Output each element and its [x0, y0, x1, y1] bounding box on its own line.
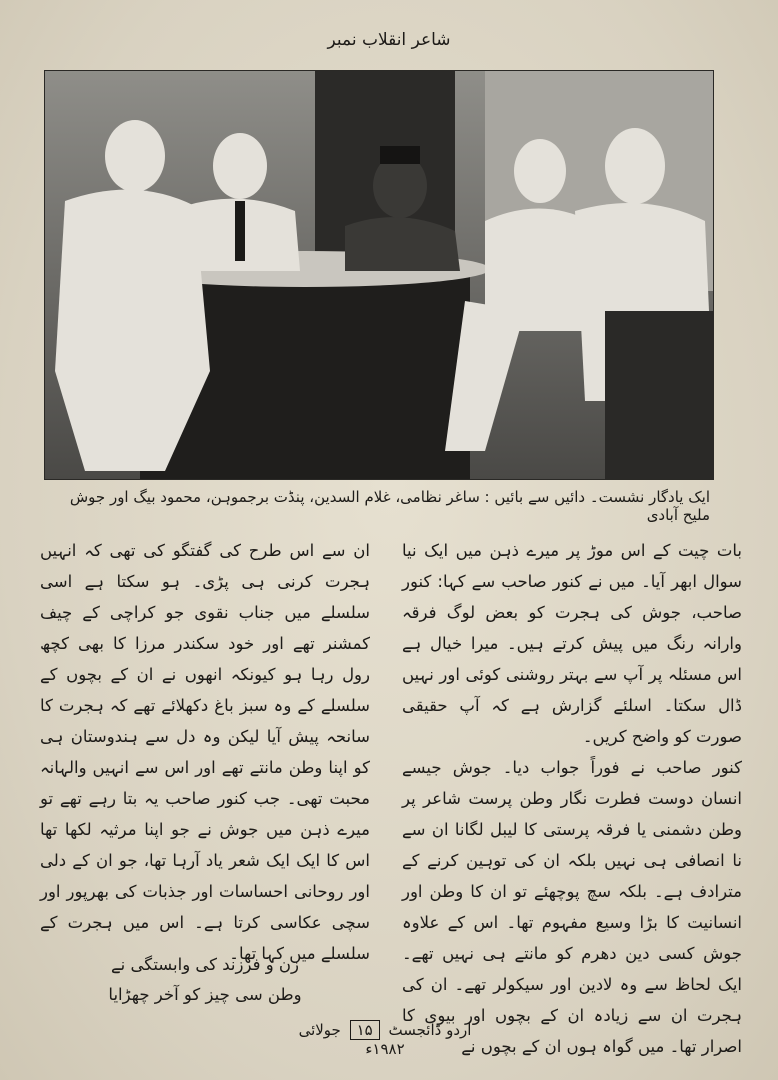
page-footer [290, 1020, 480, 1058]
paragraph: ان سے اس طرح کی گفتگو کی تھی کہ انہیں ہجرت کرنی ہی پڑی۔ ہو سکتا ہے اسی سلسلے میں جناب نقوی جو کراچی کے چیف کمشنر تھے اور خود سکندر مرزا کا بھی کچھ رول رہا ہو کیونکہ انھوں نے ان کے بچوں کے سلسلے کے وہ سبز باغ دکھلائے تھے کہ ہجرت کا سانحہ پیش آیا لیکن وہ دل سے ہندوستان ہی کو اپنا وطن مانتے تھے اور اس سے انہیں والہانہ محبت تھی۔ جب کنور صاحب یہ بتا رہے تھے تو میرے ذہن میں جوش نے جو اپنا مرثیہ لکھا تھا اس کا ایک ایک شعر یاد آرہا تھا، جو ان کے دلی اور روحانی احساسات اور جذبات کی بھرپور اور سچی عکاسی کرتا ہے۔ اس میں ہجرت کے سلسلے میں کہا تھا۔ [40, 541, 370, 963]
photo-caption: ایک یادگار نشست۔ دائیں سے بائیں : ساغر نظامی، غلام السدین، پنڈت برجموہن، محمود بیگ اور جوش ملیح آبادی [69, 488, 710, 524]
footer-page-number: ۱۵ [350, 1020, 380, 1040]
running-head: شاعر انقلاب نمبر [327, 30, 451, 50]
paragraph: بات چیت کے اس موڑ پر میرے ذہن میں ایک نیا سوال ابھر آیا۔ میں نے کنور صاحب سے کہا: کنور صاحب، جوش کی ہجرت کو بعض لوگ فرقہ وارانہ رنگ میں پیش کرتے ہیں۔ میرا خیال ہے اس مسئلہ پر آپ سے بہتر روشنی کوئی اور نہیں ڈال سکتا۔ اسلئے گزارش ہے کہ آپ حقیقی صورت کو واضح کریں۔ [402, 541, 742, 746]
left-column [40, 535, 370, 969]
verse-line: زن و فرزند کی وابستگی نے [110, 955, 300, 974]
photograph-image [45, 71, 713, 479]
footer-magazine: اردو ڈائجسٹ [388, 1021, 472, 1039]
right-column [402, 535, 742, 1062]
group-photograph [44, 70, 714, 480]
verse-couplet [40, 950, 370, 1010]
verse-line: وطن سی چیز کو آخر چھڑایا [108, 985, 302, 1004]
paragraph: کنور صاحب نے فوراً جواب دیا۔ جوش جیسے انسان دوست فطرت نگار وطن پرست شاعر پر وطن دشمنی یا فرقہ پرستی کا لیبل لگانا ان سے نا انصافی ہی نہیں بلکہ ان کی توہین کرنے کے مترادف ہے۔ بلکہ سچ پوچھئے تو ان کا وطن اور انسانیت کا بڑا وسیع مفہوم تھا۔ اس کے علاوہ جوش کسی دین دھرم کو مانتے ہی نہیں تھے۔ ایک لحاظ سے وہ لادین اور سیکولر تھے۔ ان کی ہجرت ان سے زیادہ ان کے بچوں اور بیوی کا اصرار تھا۔ میں گواہ ہوں ان کے بچوں نے [402, 758, 742, 1056]
footer-date: جولائی ۱۹۸۲ء [298, 1021, 405, 1058]
